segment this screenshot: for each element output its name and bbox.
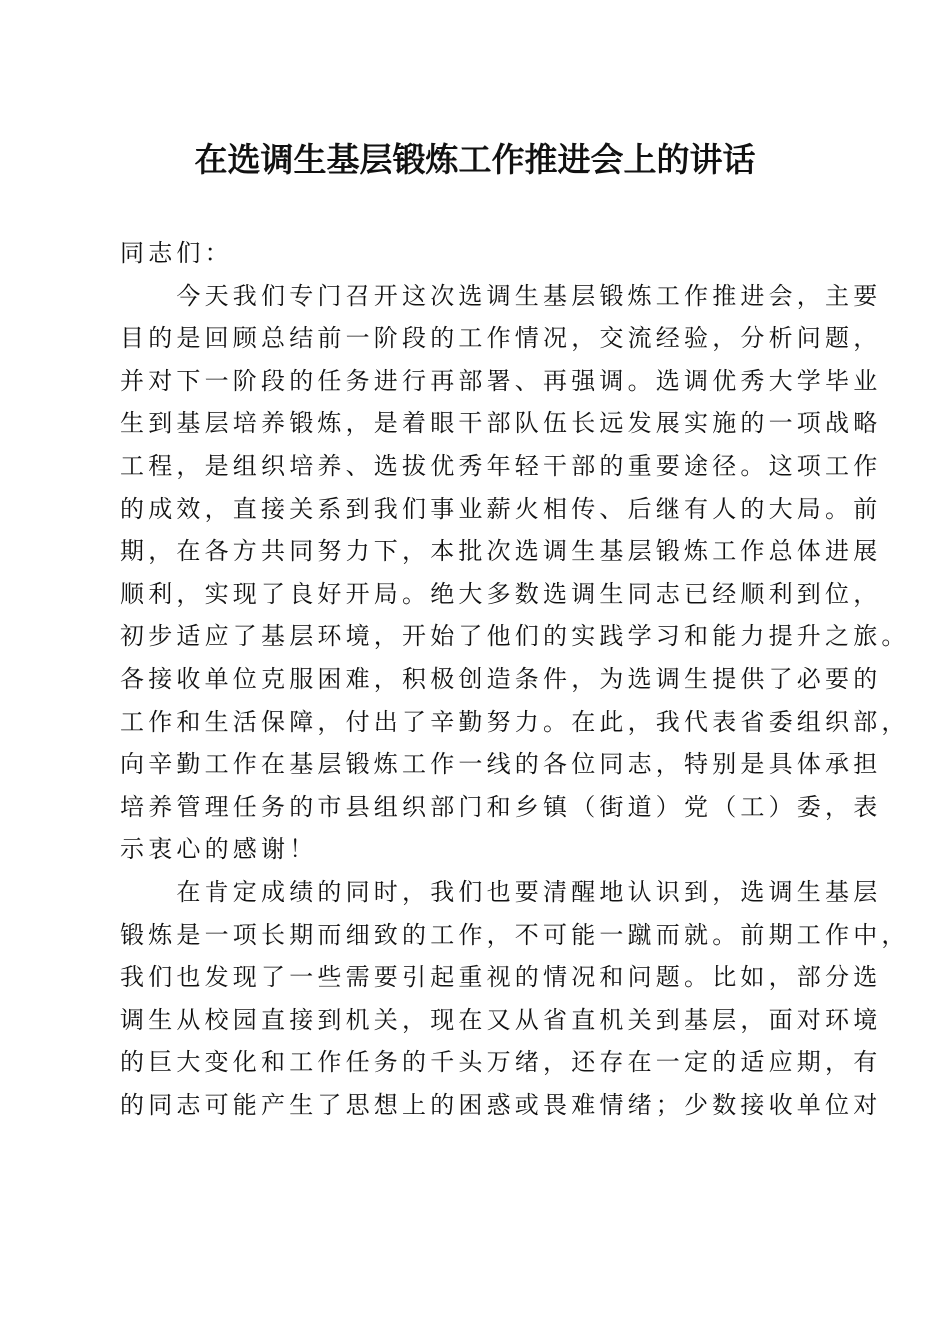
text-line: 工程，是组织培养、选拔优秀年轻干部的重要途径。这项工作 xyxy=(120,451,882,480)
text-line: 并对下一阶段的任务进行再部署、再强调。选调优秀大学毕业 xyxy=(120,366,882,395)
text-line: 的成效，直接关系到我们事业薪火相传、后继有人的大局。前 xyxy=(120,494,882,523)
text-line: 的巨大变化和工作任务的千头万绪，还存在一定的适应期，有 xyxy=(120,1048,882,1077)
text-line: 锻炼是一项长期而细致的工作，不可能一蹴而就。前期工作中， xyxy=(120,920,910,949)
text-line: 的同志可能产生了思想上的困惑或畏难情绪；少数接收单位对 xyxy=(120,1090,882,1119)
text-line: 调生从校园直接到机关，现在又从省直机关到基层，面对环境 xyxy=(120,1005,882,1034)
paragraph-2 xyxy=(120,871,910,1127)
text-line: 期，在各方共同努力下，本批次选调生基层锻炼工作总体进展 xyxy=(120,537,882,566)
document-title: 在选调生基层锻炼工作推进会上的讲话 xyxy=(194,140,756,179)
text-line: 在肯定成绩的同时，我们也要清醒地认识到，选调生基层 xyxy=(120,877,882,906)
text-line: 各接收单位克服困难，积极创造条件，为选调生提供了必要的 xyxy=(120,664,882,693)
text-line: 示衷心的感谢！ xyxy=(120,835,318,864)
text-line: 向辛勤工作在基层锻炼工作一线的各位同志，特别是具体承担 xyxy=(120,750,882,779)
text-line: 生到基层培养锻炼，是着眼干部队伍长远发展实施的一项战略 xyxy=(120,409,882,438)
salutation: 同志们： xyxy=(120,239,233,267)
text-line: 工作和生活保障，付出了辛勤努力。在此，我代表省委组织部， xyxy=(120,707,910,736)
document-body xyxy=(120,232,910,1126)
text-line: 初步适应了基层环境，开始了他们的实践学习和能力提升之旅。 xyxy=(120,622,910,651)
text-line: 顺利，实现了良好开局。绝大多数选调生同志已经顺利到位， xyxy=(120,579,882,608)
text-line: 培养管理任务的市县组织部门和乡镇（街道）党（工）委，表 xyxy=(120,792,882,821)
text-line: 今天我们专门召开这次选调生基层锻炼工作推进会，主要 xyxy=(120,281,882,310)
paragraph-1 xyxy=(120,275,910,871)
text-line: 我们也发现了一些需要引起重视的情况和问题。比如，部分选 xyxy=(120,963,882,992)
text-line: 目的是回顾总结前一阶段的工作情况，交流经验，分析问题， xyxy=(120,324,882,353)
